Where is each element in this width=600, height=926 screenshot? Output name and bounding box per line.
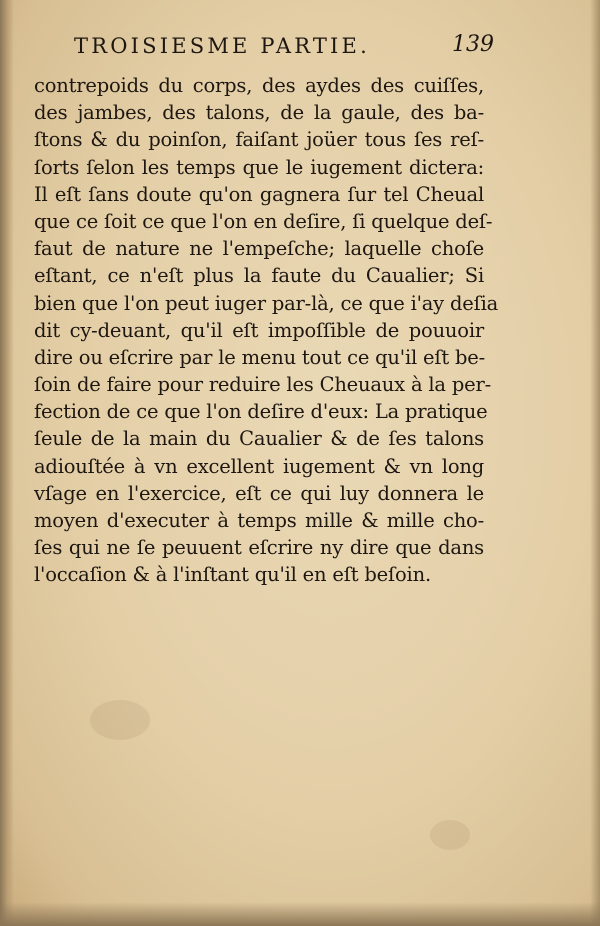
text-line: l'occaſion & à l'inſtant qu'il en eſt beſoin.: [34, 563, 431, 587]
paper-stain: [90, 700, 150, 740]
text-line: que ce ſoit ce que l'on en deſire, ſi quelque deſ-: [34, 209, 493, 233]
text-line: Il eſt ſans doute qu'on gagnera ſur tel Cheual: [34, 182, 484, 206]
page-gutter-shadow: [0, 0, 14, 926]
page-right-edge: [590, 0, 600, 926]
paper-stain: [430, 820, 470, 850]
text-line: ſtons & du poinſon, faiſant joüer tous ſes reſ-: [34, 128, 484, 152]
text-line: ſorts ſelon les temps que le iugement dictera:: [34, 155, 484, 179]
text-line: bien que l'on peut iuger par-là, ce que i'ay deſia: [34, 291, 499, 315]
text-line: ſoin de faire pour reduire les Cheuaux à la per-: [34, 373, 491, 397]
text-line: contrepoids du corps, des aydes des cuiſſes,: [34, 74, 484, 97]
text-line: fection de ce que l'on deſire d'eux: La pratique: [34, 400, 488, 424]
text-line: vſage en l'exercice, eſt ce qui luy donnera le: [34, 481, 484, 505]
text-line: des jambes, des talons, de la gaule, des ba-: [34, 101, 484, 125]
text-line: ſes qui ne ſe peuuent eſcrire ny dire que dans: [34, 536, 484, 560]
text-line: moyen d'executer à temps mille & mille cho-: [34, 509, 484, 532]
running-title: TROISIESME PARTIE.: [74, 34, 370, 58]
text-line: adiouſtée à vn excellent iugement & vn long: [34, 454, 484, 478]
text-line: ſeule de la main du Caualier & de ſes talons: [34, 427, 484, 451]
page-header: [74, 32, 584, 62]
text-line: dire ou eſcrire par le menu tout ce qu'il eſt be-: [34, 345, 486, 369]
page-number: 139: [452, 32, 494, 57]
text-line: dit cy-deuant, qu'il eſt impoſſible de pouuoir: [34, 318, 484, 342]
body-paragraph: [34, 72, 499, 589]
page-bottom-edge: [0, 902, 600, 926]
text-line: eſtant, ce n'eſt plus la faute du Caualier; Si: [34, 264, 484, 288]
text-line: faut de nature ne l'empeſche; laquelle choſe: [34, 237, 484, 261]
